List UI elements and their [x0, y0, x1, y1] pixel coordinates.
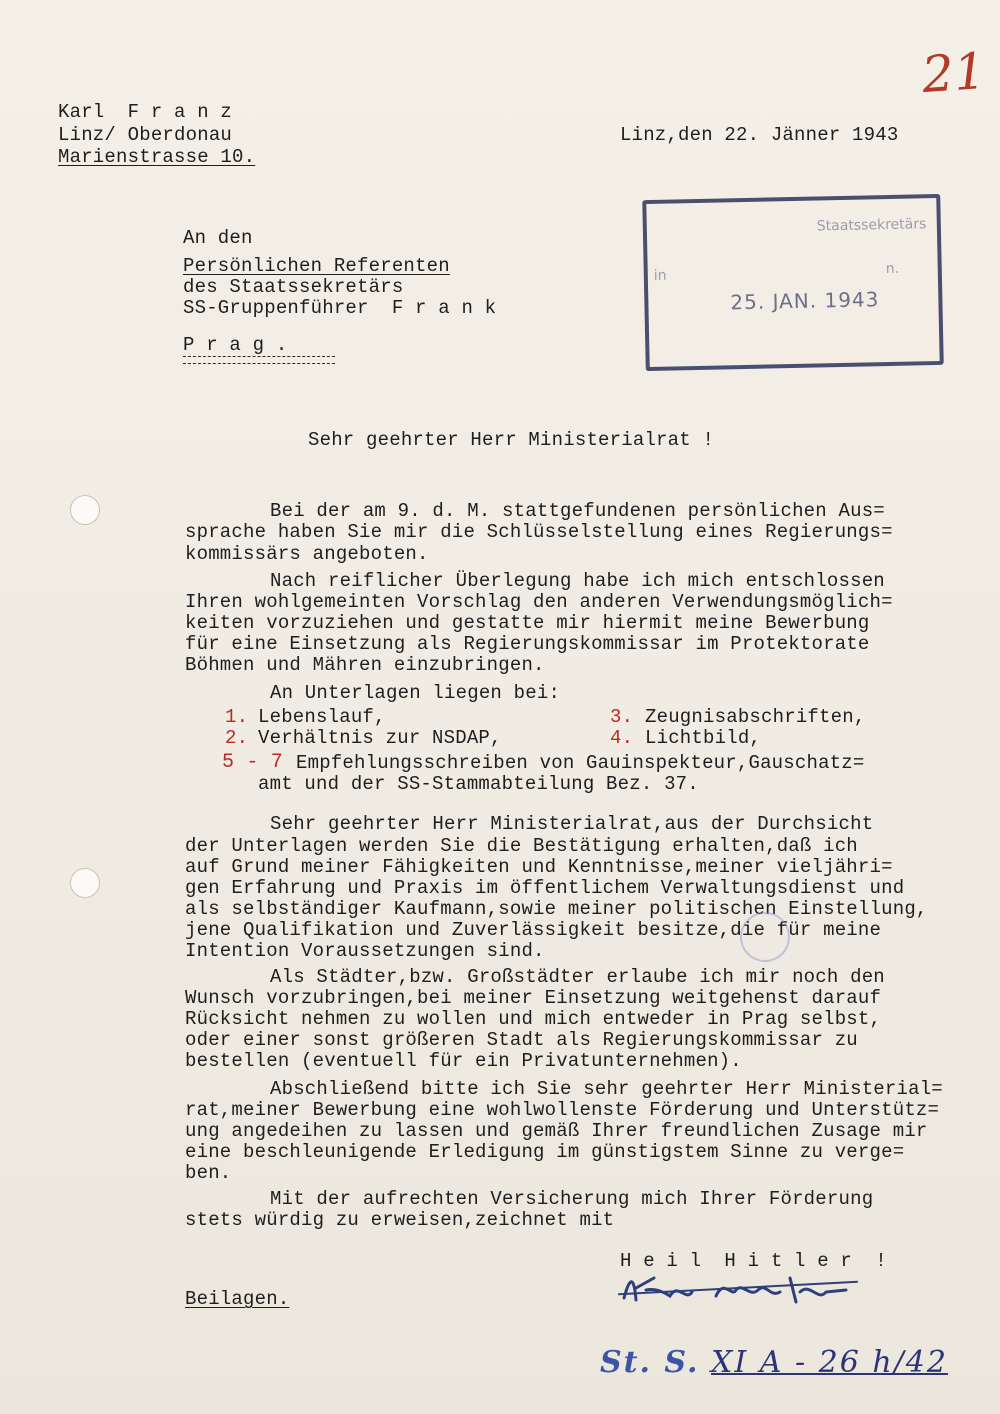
enclosure-number-3: 3.	[610, 706, 634, 728]
punch-hole-bottom	[70, 868, 100, 898]
para5-line: ung angedeihen zu lassen und gemäß Ihrer freundlichen Zusage mir	[185, 1120, 928, 1142]
punch-hole-top	[70, 495, 100, 525]
enclosure-item-5-7: Empfehlungsschreiben von Gauinspekteur,Gauschatz=	[296, 752, 865, 774]
para3-line: jene Qualifikation und Zuverlässigkeit besitze,die für meine	[185, 919, 882, 941]
enclosure-number-2: 2.	[225, 727, 249, 749]
date-line: Linz,den 22. Jänner 1943	[620, 124, 899, 146]
stamp-line-2: in	[653, 267, 667, 284]
para4-line: bestellen (eventuell für ein Privatunternehmen).	[185, 1050, 742, 1072]
enclosures-intro: An Unterlagen liegen bei:	[270, 682, 561, 704]
para1-line: Bei der am 9. d. M. stattgefundenen persönlichen Aus=	[270, 500, 885, 522]
para3-line: Sehr geehrter Herr Ministerialrat,aus der Durchsicht	[270, 813, 874, 835]
para3-line: gen Erfahrung und Praxis im öffentlichem Verwaltungsdienst und	[185, 877, 905, 899]
para1-line: sprache haben Sie mir die Schlüsselstellung eines Regierungs=	[185, 521, 893, 543]
para6-line: Mit der aufrechten Versicherung mich Ihrer Förderung	[270, 1188, 874, 1210]
enclosure-item-4: Lichtbild,	[645, 727, 762, 749]
recipient-line-4: SS-Gruppenführer F r a n k	[183, 297, 497, 319]
para5-line: ben.	[185, 1162, 232, 1184]
para2-line: Ihren wohlgemeinten Vorschlag den anderen Verwendungsmöglich=	[185, 591, 893, 613]
faint-ink-stamp	[740, 912, 790, 962]
para3-line: als selbständiger Kaufmann,sowie meiner politischen Einstellung,	[185, 898, 928, 920]
para4-line: Rücksicht nehmen zu wollen und mich entweder in Prag selbst,	[185, 1008, 882, 1030]
sender-street: Marienstrasse 10.	[58, 146, 256, 168]
stamp-line-1: Staatssekretärs	[816, 216, 927, 235]
enclosure-number-4: 4.	[610, 727, 634, 749]
enclosure-item-5-7-cont: amt und der SS-Stammabteilung Bez. 37.	[258, 773, 699, 795]
para4-line: Als Städter,bzw. Großstädter erlaube ich mir noch den	[270, 966, 885, 988]
para2-line: Böhmen und Mähren einzubringen.	[185, 654, 545, 676]
para5-line: Abschließend bitte ich Sie sehr geehrter Herr Ministerial=	[270, 1078, 943, 1100]
double-underline	[183, 356, 335, 364]
enclosure-item-3: Zeugnisabschriften,	[645, 706, 866, 728]
para4-line: Wunsch vorzubringen,bei meiner Einsetzung weitgehenst darauf	[185, 987, 882, 1009]
para4-line: oder einer sonst größeren Stadt als Regierungskommissar zu	[185, 1029, 858, 1051]
archive-reference	[600, 1345, 948, 1380]
para3-line: der Unterlagen werden Sie die Bestätigung erhalten,daß ich	[185, 835, 858, 857]
stamp-date: 25. JAN. 1943	[730, 287, 880, 315]
enclosure-item-2: Verhältnis zur NSDAP,	[258, 727, 502, 749]
handwritten-signature	[620, 1268, 870, 1321]
stamp-line-3: n.	[885, 260, 900, 278]
para5-line: eine beschleunigende Erledigung im günstigstem Sinne zu verge=	[185, 1141, 905, 1163]
attachments-label: Beilagen.	[185, 1288, 290, 1310]
para1-line: kommissärs angeboten.	[185, 543, 429, 565]
enclosure-number-5-7: 5 - 7	[222, 751, 284, 774]
closing: H e i l H i t l e r !	[620, 1250, 887, 1272]
page-number: 21	[920, 41, 988, 105]
recipient-line-1: An den	[183, 227, 253, 249]
signature-scribble	[620, 1268, 870, 1312]
sender-name: Karl F r a n z	[58, 101, 233, 123]
sender-city: Linz/ Oberdonau	[58, 124, 233, 146]
para3-line: auf Grund meiner Fähigkeiten und Kenntnisse,meiner vieljähri=	[185, 856, 893, 878]
para2-line: für eine Einsetzung als Regierungskommissar im Protektorate	[185, 633, 870, 655]
recipient-line-3: des Staatssekretärs	[183, 276, 404, 298]
enclosure-item-1: Lebenslauf,	[258, 706, 386, 728]
enclosure-number-1: 1.	[225, 706, 249, 728]
archive-prefix: St. S.	[600, 1345, 700, 1380]
para5-line: rat,meiner Bewerbung eine wohlwollenste Förderung und Unterstütz=	[185, 1099, 940, 1121]
para2-line: keiten vorzuziehen und gestatte mir hiermit meine Bewerbung	[185, 612, 870, 634]
recipient-city: P r a g .	[183, 334, 288, 356]
receipt-stamp	[642, 194, 944, 371]
salutation: Sehr geehrter Herr Ministerialrat !	[308, 429, 715, 451]
recipient-line-2: Persönlichen Referenten	[183, 255, 450, 277]
para2-line: Nach reiflicher Überlegung habe ich mich entschlossen	[270, 570, 885, 592]
archive-number: XI A - 26 h/42	[711, 1345, 948, 1380]
para6-line: stets würdig zu erweisen,zeichnet mit	[185, 1209, 615, 1231]
para3-line: Intention Voraussetzungen sind.	[185, 940, 545, 962]
